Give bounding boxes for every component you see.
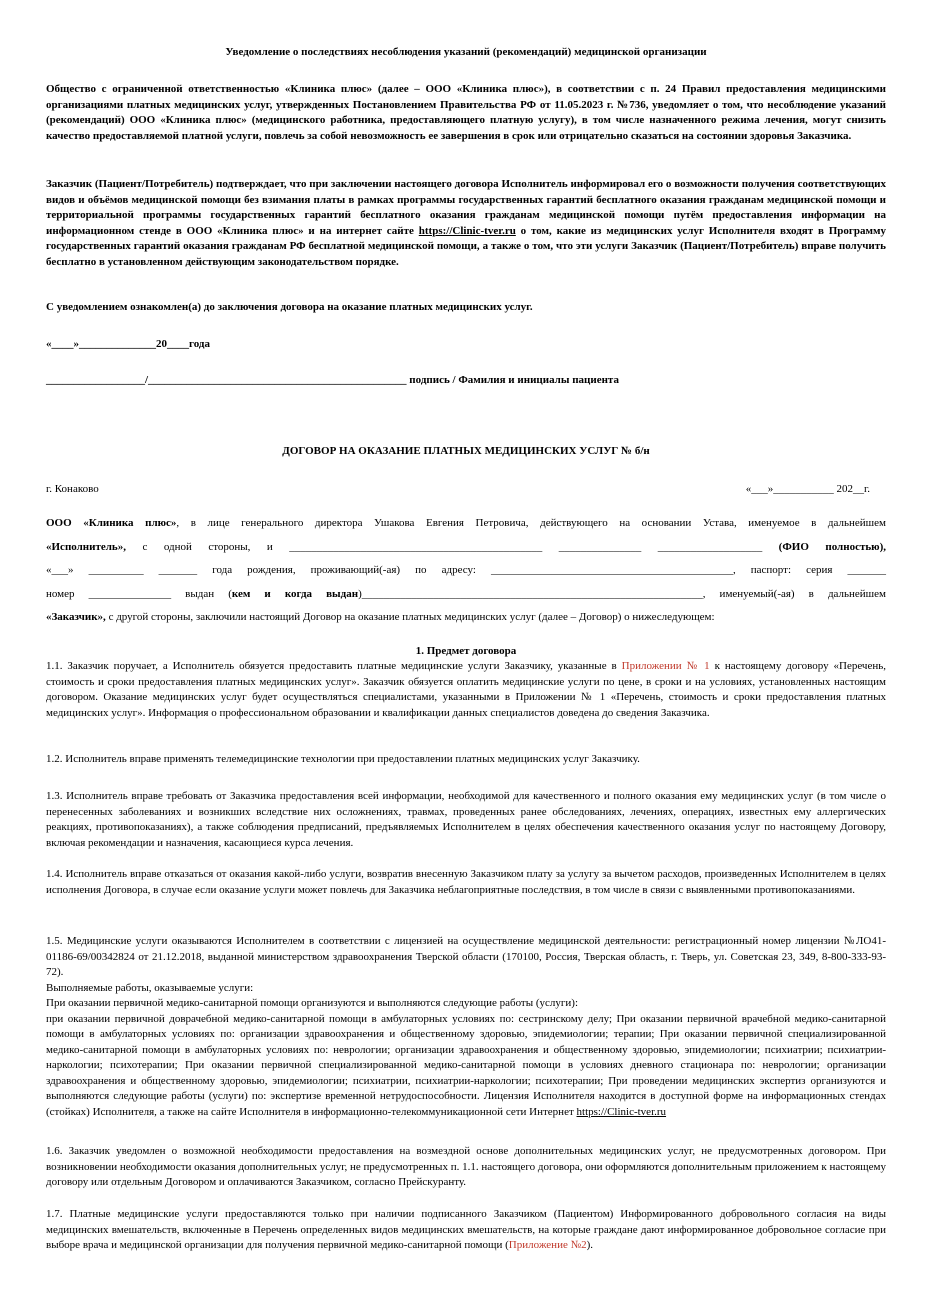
parties-line-1 [46, 516, 886, 540]
section-1-title: 1. Предмет договора [415, 645, 517, 657]
clause-1-5 [46, 934, 886, 1120]
executor-label: «Исполнитель», [46, 540, 127, 553]
parties-line-5 [46, 610, 886, 634]
parties-line-3: «___» __________ _______ года рождения, проживающий(-ая) по адресу: ____________________________________________, паспорт: серия _______ [46, 564, 886, 576]
clinic-website-link-2[interactable]: https://Clinic-tver.ru [576, 1105, 667, 1118]
clause-1-4: 1.4. Исполнитель вправе отказаться от оказания какой-либо услуги, возвратив внесенную Заказчиком плату за услугу за вычетом расходов, произведенных Исполнителем в целях исполнения Договора, в случае если оказание услуги может повлечь для Заказчика неблагоприятные последствия, в том числе в связи с выявленными противопоказаниями. [46, 868, 886, 896]
clause-1-6: 1.6. Заказчик уведомлен о возможной необходимости предоставления на возмездной основе дополнительных медицинских услуг, не предусмотренных договором. При возникновении необходимости оказания дополнительных услуг, не предусмотренных п. 1.1. настоящего договора, они оформляются дополнительным приложением к настоящему договору или отдельным Договором и оплачиваются Заказчиком, согласно Прейскуранту. [46, 1145, 886, 1188]
clause-1-3: 1.3. Исполнитель вправе требовать от Заказчика предоставления всей информации, необходимой для качественного и полного оказания ему медицинских услуг (в том числе о перенесенных заболеваниях и возникших вследствие них осложнениях, травмах, проведенных ранее обследованиях, лечениях, операциях, известных ему аллергических реакциях, противопоказаниях), а также соблюдения предписаний, предъявляемых Исполнителем в целях обеспечения качественного оказания услуг по настоящему Договору, включая рекомендации и назначения, касающиеся курса лечения. [46, 790, 886, 849]
clause-1-7 [46, 1207, 886, 1254]
notice-paragraph-2 [46, 177, 886, 270]
clause-1-1 [46, 659, 886, 721]
clause-1-2: 1.2. Исполнитель вправе применять телемедицинские технологии при предоставлении платных медицинских услуг Заказчику. [46, 753, 640, 765]
notice-paragraph-1: Общество с ограниченной ответственностью «Клиника плюс» (далее – ООО «Клиника плюс»), в соответствии с п. 24 Правил предоставления медицинскими организациями платных медицинских услуг, утвержденных Постановлением Правительства РФ от 11.05.2023 г. №736, уведомляет о том, что несоблюдение указаний (рекомендаций) ООО «Клиника плюс» (медицинского работника, предоставляющего платную услугу), в том числе назначенного режима лечения, могут снизить качество предоставляемой платной услуги, повлечь за собой невозможность ее завершения в срок или отрицательно сказаться на состоянии здоровья Заказчика. [46, 83, 886, 142]
parties-line-4-text: )______________________________________________________________, именуемый(-ая) в дальнейшем [358, 587, 886, 600]
notice-paragraph-2-text-end: о том, какие из медицинских услуг Исполнителя входят в Программу государственных гарантий оказания гражданам РФ бесплатной медицинской помощи, а также о том, что эти услуги Заказчик (Пациент/Потребитель) вправе получить бесплатно в установленном действующим законодательством порядке. [46, 224, 887, 268]
parties-line-2 [46, 540, 886, 564]
issued-by-hint: кем и когда выдан [231, 587, 359, 600]
clause-1-5-works-heading: Выполняемые работы, оказываемые услуги: [46, 981, 254, 994]
clause-1-5-services-text: при оказании первичной доврачебной медико-санитарной помощи в амбулаторных условиях по: сестринскому делу; При оказании первичной врачебной медико-санитарной помощи в амбулаторных условиях по: организации здравоохранения и общественному здоровью, эпидемиологии; терапии; При оказании первичной специализированной медико-санитарной помощи в амбулаторных условиях по: неврологии; организации здравоохранения и общественному здоровью, эпидемиологии; психиатрии; психиатрии-наркологии; психотерапии; При оказании первичной специализированной медико-санитарной помощи в условиях дневного стационара по: неврологии; организации здравоохранения и общественному здоровью, эпидемиологии; психиатрии, психиатрии-наркологии; психотерапии; При проведении медицинских экспертиз организуются и выполняются следующие работы (услуги) по: экспертизе временной нетрудоспособности. Лицензия Исполнителя находится в доступной форме на информационных стендах (стойках) Исполнителя, а также на сайте Исполнителя в информационно-телекоммуникационной сети Интернет [46, 1012, 886, 1118]
full-name-hint: (ФИО полностью), [778, 540, 886, 553]
contract-city: г. Конаково [46, 483, 99, 495]
appendix-2-reference[interactable]: Приложение №2 [508, 1239, 587, 1251]
appendix-1-reference[interactable]: Приложении № 1 [621, 660, 710, 672]
parties-line-1-text: , в лице генерального директора Ушакова Евгения Петровича, действующего на основании Устава, именуемое в дальнейшем [176, 517, 886, 529]
passport-number-text: номер _______________ выдан ( [46, 587, 232, 600]
clause-1-5-services-list [46, 1012, 886, 1121]
clause-1-7-text-end: ). [586, 1239, 594, 1251]
clause-1-7-text: 1.7. Платные медицинские услуги предоставляются только при наличии подписанного Заказчиком (Пациентом) Информированного добровольного согласия на виды медицинских вмешательств, включенные в Перечень определенных видов медицинских вмешательств, на которые граждане дают информированное добровольное согласие при выборе врача и медицинской организации для получения первичной медико-санитарной помощи ( [46, 1208, 886, 1251]
executor-name: ООО «Клиника плюс» [46, 517, 177, 529]
notice-paragraph-2-text: Заказчик (Пациент/Потребитель) подтверждает, что при заключении настоящего договора Исполнитель информировал его о возможности получения соответствующих видов и объёмов медицинской помощи без взимания платы в рамках программы государственных гарантий бесплатного оказания гражданам медицинской помощи и территориальной программы государственных гарантий бесплатного оказания гражданам медицинской помощи путём предоставления информации на информационном стенде в ООО «Клиника плюс» и на интернет сайте [46, 178, 886, 237]
patient-signature-line: __________________/_______________________________________________ подпись / Фамилия и инициалы пациента [46, 374, 619, 386]
parties-line-4 [46, 587, 886, 611]
parties-line-5-text: с другой стороны, заключили настоящий Договор на оказание платных медицинских услуг (далее – Договор) о нижеследующем: [105, 611, 715, 623]
contract-parties [46, 516, 886, 634]
contract-place-date-row [46, 482, 886, 498]
parties-line-2-text: с одной стороны, и ______________________________________________ _______________ ___________________ [126, 540, 779, 553]
clinic-website-link[interactable]: https://Clinic-tver.ru [418, 224, 516, 237]
notice-title: Уведомление о последствиях несоблюдения указаний (рекомендаций) медицинской организации [225, 46, 707, 58]
contract-date: «___»___________ 202__г. [745, 483, 870, 495]
clause-1-5-primary-care: При оказании первичной медико-санитарной помощи организуются и выполняются следующие работы (услуги): [46, 997, 579, 1009]
clause-1-5-license: 1.5. Медицинские услуги оказываются Исполнителем в соответствии с лицензией на осуществление медицинской деятельности: регистрационный номер лицензии №ЛО41-01186-69/00342824 от 21.12.2018, выданной министерством здравоохранения Тверской области (170100, Россия, Тверская область, г. Тверь, ул. Советская 23, 349, 8-800-333-93-72). [46, 935, 886, 978]
acknowledgement-statement: С уведомлением ознакомлен(а) до заключения договора на оказание платных медицинских услуг. [46, 301, 533, 313]
acknowledgement-date-line: «____»______________20____года [46, 338, 210, 350]
contract-title: ДОГОВОР НА ОКАЗАНИЕ ПЛАТНЫХ МЕДИЦИНСКИХ УСЛУГ № б/н [282, 445, 650, 457]
customer-label: «Заказчик», [46, 611, 106, 623]
clause-1-1-text: 1.1. Заказчик поручает, а Исполнитель обязуется предоставить платные медицинские услуги Заказчику, указанные в [46, 660, 622, 672]
clause-1-1-text-end: к настоящему договору «Перечень, стоимость и сроки предоставления платных медицинских услуг». Заказчик обязуется оплатить медицинские услуги по цене, в сроки и на условиях, установленных настоящим договором. Оказание медицинских услуг будет осуществляться специалистами, указанными в Приложении № 1 «Перечень, стоимость и сроки предоставления платных медицинских услуг». Информация о профессиональном образовании и квалификации данных специалистов доведена до сведения Заказчика. [46, 660, 887, 719]
